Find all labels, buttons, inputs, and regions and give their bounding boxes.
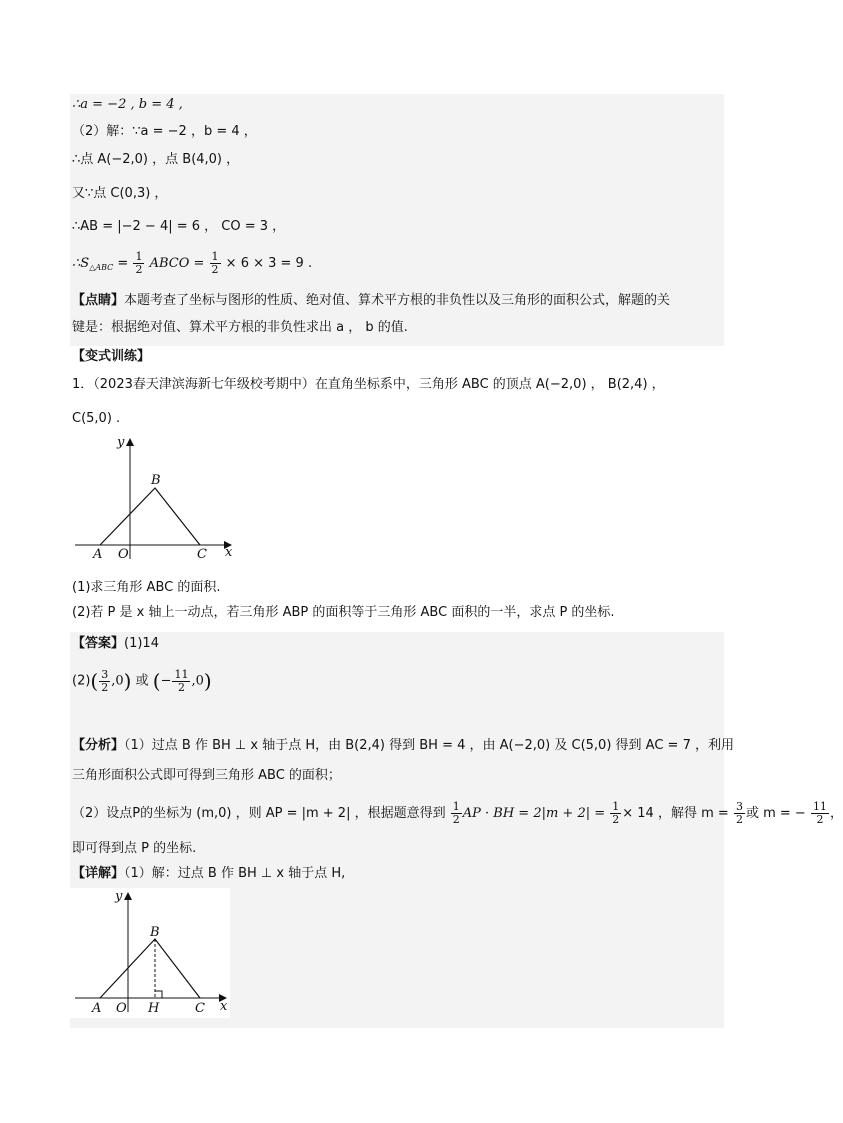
analysis-line-3: （2）设点P的坐标为 (m,0) ，则 AP = |m + 2| ，根据题意得到 $\frac{1}{2}$ AP · BH = 2|m + 2| = $\frac{1}{2}$ × 14 ，解得 m = $\frac{3}{2}$ 或 m = − $\frac{11}{2}$ ， xyxy=(72,800,843,826)
figure-triangle-abc-with-height xyxy=(70,888,230,1018)
label-A: A xyxy=(92,1001,102,1016)
label-A: A xyxy=(93,547,103,562)
fraction-half: $\frac{1}{2}$ xyxy=(135,250,143,276)
figure-triangle-abc xyxy=(70,432,250,562)
fraction-half-4: $\frac{1}{2}$ xyxy=(612,800,620,826)
line-a-b-values: ∴a = −2 , b = 4 , xyxy=(72,97,183,112)
label-x: x xyxy=(225,545,233,560)
line-ab-co: ∴AB = |−2 − 4| = 6 ， CO = 3 ， xyxy=(72,219,286,234)
label-y: y xyxy=(115,889,123,904)
label-x: x xyxy=(220,999,228,1014)
line-area-formula: $\therefore S_{\triangle ABC}$ = $\frac{1}{2}$ ABCO = $\frac{1}{2}$ × 6 × 3 = 9 . xyxy=(72,250,313,276)
analysis-line-2: 三角形面积公式即可得到三角形 ABC 的面积； xyxy=(72,768,341,783)
fraction-11-2: $\frac{11}{2}$ xyxy=(174,667,189,694)
analysis-line-4: 即可得到点 P 的坐标. xyxy=(72,841,197,856)
fraction-3-2-b: $\frac{3}{2}$ xyxy=(735,800,743,826)
line-dianjing-1: 【点睛】本题考查了坐标与图形的性质、绝对值、算术平方根的非负性以及三角形的面积公式，解题的关 xyxy=(72,293,671,308)
line-points-a-b: ∴点 A(−2,0) ，点 B(4,0) ， xyxy=(72,152,240,167)
triangle-sides xyxy=(100,488,200,545)
label-O: O xyxy=(118,547,129,562)
label-C: C xyxy=(195,1001,205,1016)
line-part2-given: （2）解：∵a = −2 ，b = 4 ， xyxy=(72,124,257,139)
question-1-part-1: (1)求三角形 ABC 的面积. xyxy=(72,580,221,595)
line-point-c: 又∵点 C(0,3) ， xyxy=(72,186,168,201)
fraction-3-2: $\frac{3}{2}$ xyxy=(101,667,109,694)
label-y: y xyxy=(117,435,125,450)
question-1-line-1: 1．（2023春天津滨海新七年级校考期中）在直角坐标系中，三角形 ABC 的顶点 A(−2,0) ， B(2,4) ， xyxy=(72,377,665,392)
fraction-11-2-b: $\frac{11}{2}$ xyxy=(812,800,827,826)
label-B: B xyxy=(150,925,160,940)
answer-line-2: (2)( $\frac{3}{2}$ ,0) 或 (− $\frac{11}{2}$ ,0) xyxy=(72,667,212,694)
triangle-sides xyxy=(100,939,200,998)
question-1-line-2: C(5,0) . xyxy=(72,411,121,426)
question-1-part-2: (2)若 P 是 x 轴上一动点，若三角形 ABP 的面积等于三角形 ABC 面积的一半，求点 P 的坐标. xyxy=(72,605,615,620)
section-heading-bianshi: 【变式训练】 xyxy=(72,349,151,364)
line-dianjing-2: 键是：根据绝对值、算术平方根的非负性求出 a ， b 的值. xyxy=(72,320,408,335)
label-H: H xyxy=(148,1001,160,1016)
detail-line-1: 【详解】（1）解：过点 B 作 BH ⊥ x 轴于点 H, xyxy=(72,866,346,881)
label-B: B xyxy=(151,473,161,488)
label-C: C xyxy=(197,547,207,562)
right-angle-mark xyxy=(155,991,162,998)
fraction-half-3: $\frac{1}{2}$ xyxy=(452,800,460,826)
fraction-half-2: $\frac{1}{2}$ xyxy=(211,250,219,276)
label-O: O xyxy=(116,1001,127,1016)
analysis-line-1: 【分析】（1）过点 B 作 BH ⊥ x 轴于点 H，由 B(2,4) 得到 BH = 4 ，由 A(−2,0) 及 C(5,0) 得到 AC = 7 ，利用 xyxy=(72,738,734,753)
answer-line-1: 【答案】(1)14 xyxy=(72,636,159,651)
